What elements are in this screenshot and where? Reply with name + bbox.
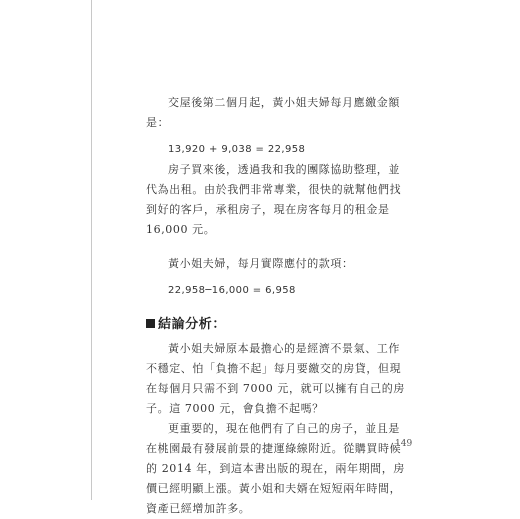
actual-payment-calculation: 22,958─16,000 = 6,958: [168, 285, 296, 296]
rental-paragraph: 房子買來後，透過我和我的團隊協助整理，並代為出租。由於我們非常專業，很快的就幫他們找到好的客戶，承租房子，現在房客每月的租金是 16,000 元。: [146, 163, 402, 236]
payment-intro: 交屋後第二個月起，黃小姐夫婦每月應繳金額是：: [146, 96, 400, 129]
page-body: [146, 93, 408, 519]
square-bullet-icon: [146, 319, 155, 328]
conclusion-heading-text: 結論分析：: [158, 317, 227, 332]
page-gutter-line: [91, 0, 92, 500]
conclusion-paragraph-2: 更重要的，現在他們有了自己的房子，並且是在桃園最有發展前景的捷運綠線附近。從購買時候的 2014 年，到這本書出版的現在，兩年期間，房價已經明顯上漲。黃小姐和夫婿在短短兩年時間，資產已經增加許多。: [146, 422, 405, 515]
page-number: 149: [395, 439, 413, 449]
conclusion-heading: [146, 315, 408, 335]
actual-payment-intro: 黃小姐夫婦，每月實際應付的款項：: [168, 257, 354, 270]
payment-calculation: 13,920 + 9,038 = 22,958: [168, 144, 306, 155]
conclusion-paragraph-1: 黃小姐夫婦原本最擔心的是經濟不景氣、工作不穩定、怕「負擔不起」每月要繳交的房貸，但現在每個月只需不到 7000 元，就可以擁有自己的房子。這 7000 元，會負擔不起嗎？: [146, 342, 405, 415]
